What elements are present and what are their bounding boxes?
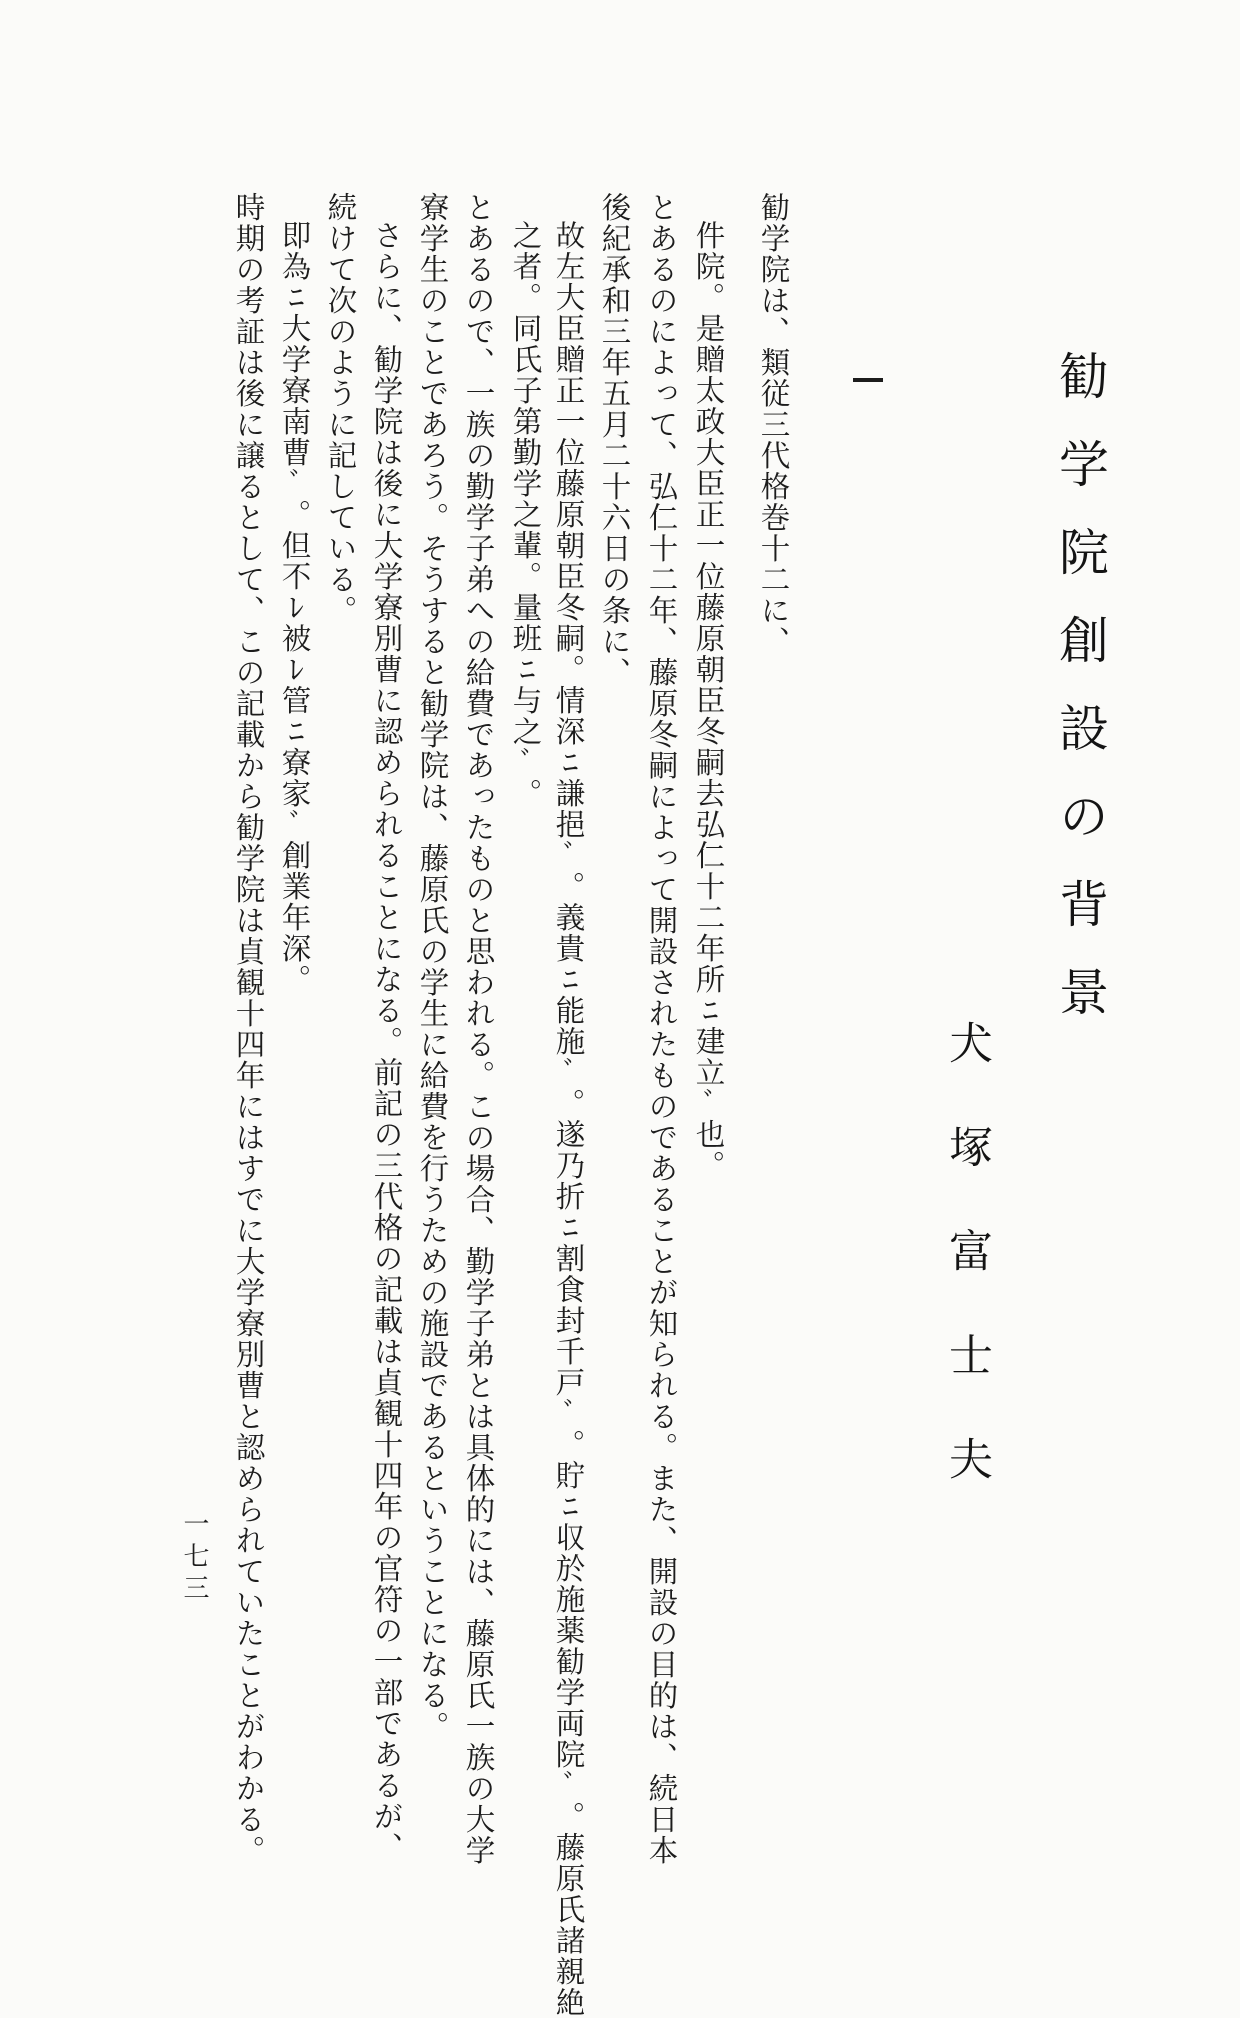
author-name: 犬塚富士夫 [941, 1020, 992, 1540]
body-line-1: 勧学院は、類従三代格巻十二に、 [756, 192, 791, 657]
body-line-9: さらに、勧学院は後に大学寮別曹に認められることになる。前記の三代格の記載は貞観十四年の官符の一部であるが、 [369, 220, 404, 1863]
body-line-8: 寮学生のことであろう。そうすると勧学院は、藤原氏の学生に給費を行うための施設であるということになる。 [415, 192, 450, 1742]
body-line-10: 続けて次のように記している。 [323, 192, 358, 626]
body-line-7: とあるので、一族の勤学子弟への給費であったものと思われる。この場合、勤学子弟とは具体的には、藤原氏一族の大学 [461, 192, 496, 1866]
section-number-marker [853, 378, 883, 382]
page-number: 一七三 [179, 1510, 209, 1606]
body-line-5: 故左大臣贈正一位藤原朝臣冬嗣。情深ﾆ謙挹ﾞ。義貴ﾆ能施ﾞ。遂乃折ﾆ割食封千戸ﾞ。貯ﾆ収於施薬勧学両院ﾞ。藤原氏諸親絶 [551, 220, 586, 2018]
body-line-2: 件院。是贈太政大臣正一位藤原朝臣冬嗣去弘仁十二年所ﾆ建立ﾞ也。 [691, 220, 726, 1181]
body-line-11: 即為ﾆ大学寮南曹ﾞ。但不ﾚ被ﾚ管ﾆ寮家ﾞ創業年深。 [277, 220, 312, 995]
body-line-12: 時期の考証は後に譲るとして、この記載から勧学院は貞観十四年にはすでに大学寮別曹と認められていたことがわかる。 [231, 192, 266, 1866]
body-line-3: とあるのによって、弘仁十二年、藤原冬嗣によって開設されたものであることが知られる。また、開設の目的は、続日本 [644, 192, 679, 1866]
article-title: 勧学院創設の背景 [1051, 350, 1109, 1054]
body-line-4: 後紀承和三年五月二十六日の条に、 [597, 192, 632, 688]
body-line-6: 之者。同氏子第勤学之輩。量班ﾆ与之ﾞ。 [508, 220, 543, 809]
